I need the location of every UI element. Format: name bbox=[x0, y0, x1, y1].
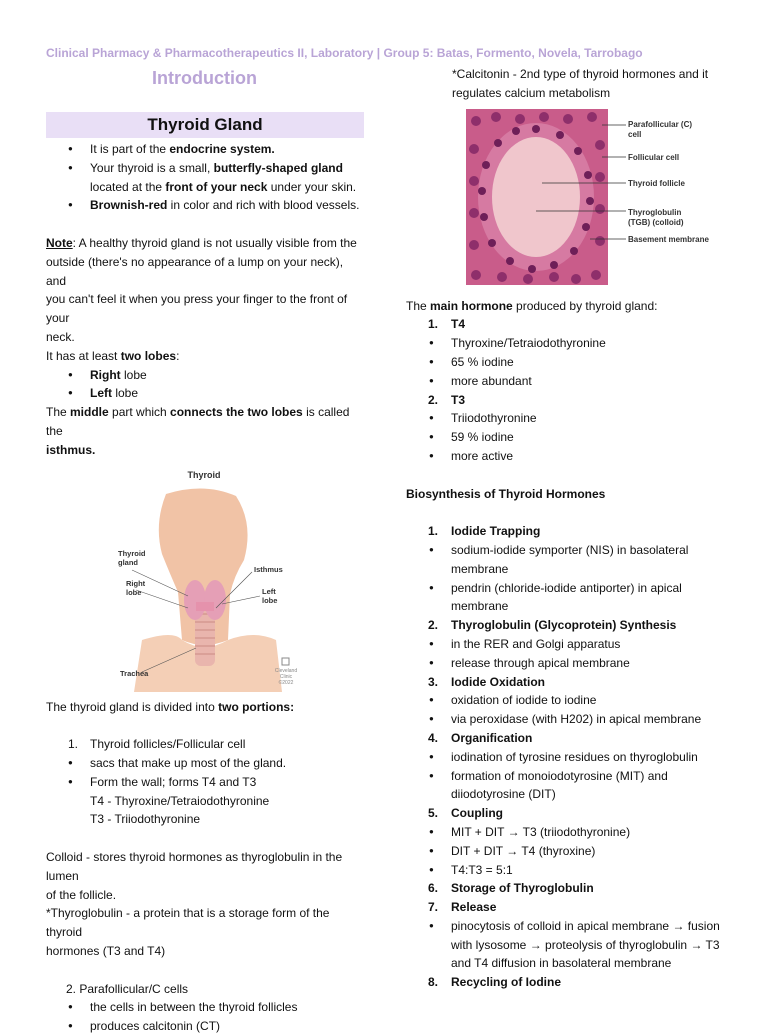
step-3-bullet-1: ● oxidation of iodide to iodine bbox=[406, 691, 736, 710]
lobes-line: It has at least two lobes: bbox=[46, 348, 180, 363]
follicle-micrograph bbox=[462, 105, 772, 291]
hormone-t4: 1. T4 bbox=[428, 317, 466, 332]
bullet-right-lobe: ● Right lobe bbox=[46, 366, 364, 385]
portion-1-bullet-1: ● sacs that make up most of the gland. bbox=[46, 754, 364, 773]
label-thyroglobulin-2: (TGB) (colloid) bbox=[628, 217, 684, 227]
label-isthmus: Isthmus bbox=[254, 564, 283, 574]
step-2-bullet-1: ● in the RER and Golgi apparatus bbox=[406, 635, 736, 654]
t3-bullet-2: ● 59 % iodine bbox=[406, 428, 736, 447]
biosynthesis-heading: Biosynthesis of Thyroid Hormones bbox=[406, 486, 606, 501]
thyroid-illustration bbox=[104, 464, 304, 692]
main-hormone-line: The main hormone produced by thyroid gland: bbox=[406, 298, 658, 313]
cleveland-clinic-logo bbox=[282, 658, 289, 665]
t3-bullet-1: ● Triiodothyronine bbox=[406, 409, 736, 428]
label-parafollicular-2: cell bbox=[628, 129, 642, 139]
step-4-bullet-2: ● formation of monoiodotyrosine (MIT) and diiodotyrosine (DIT) bbox=[406, 767, 736, 805]
step-5-bullet-3: ● T4:T3 = 5:1 bbox=[406, 861, 736, 880]
label-parafollicular: Parafollicular (C) bbox=[628, 119, 693, 129]
step-6: 6. Storage of Thyroglobulin bbox=[428, 881, 594, 896]
label-thyroglobulin: Thyroglobulin bbox=[628, 207, 682, 217]
credit-2: Clinic bbox=[279, 673, 293, 680]
t4-bullet-1: ● Thyroxine/Tetraiodothyronine bbox=[406, 334, 736, 353]
right-column bbox=[406, 65, 736, 992]
label-basement-membrane: Basement membrane bbox=[628, 234, 709, 244]
label-left-lobe-2: lobe bbox=[262, 595, 278, 605]
t3-bullet-3: ● more active bbox=[406, 447, 736, 466]
step-7-bullet-1: ● pinocytosis of colloid in apical membrane → fusion with lysosome → proteolysis of thyroglobulin → T3 and T4 diffusion in basolateral membrane bbox=[406, 917, 736, 973]
step-4-bullet-1: ● iodination of tyrosine residues on thyroglobulin bbox=[406, 748, 736, 767]
t4-definition: T4 - Thyroxine/Tetraiodothyronine bbox=[90, 793, 270, 808]
credit-3: ©2022 bbox=[278, 679, 294, 686]
thyroid-anatomy-figure bbox=[104, 464, 304, 692]
portions-line: The thyroid gland is divided into two portions: bbox=[46, 699, 295, 714]
label-thyroid-gland-2: gland bbox=[118, 557, 138, 567]
step-1: 1. Iodide Trapping bbox=[428, 524, 541, 539]
label-thyroid-follicle: Thyroid follicle bbox=[628, 178, 685, 188]
label-follicular-cell: Follicular cell bbox=[628, 152, 680, 162]
left-lobe-shape bbox=[204, 580, 226, 620]
colloid-paragraph: Colloid - stores thyroid hormones as thyroglobulin in the lumen of the follicle. bbox=[46, 849, 343, 902]
bullet-butterfly: ● Your thyroid is a small, butterfly-shaped gland located at the front of your neck under your skin. bbox=[46, 159, 364, 197]
thyroglobulin-paragraph: *Thyroglobulin - a protein that is a storage form of the thyroid hormones (T3 and T4) bbox=[46, 906, 330, 958]
t3-definition: T3 - Triiodothyronine bbox=[90, 812, 201, 827]
step-2: 2. Thyroglobulin (Glycoprotein) Synthesis bbox=[428, 618, 677, 633]
label-trachea: Trachea bbox=[120, 668, 149, 678]
step-1-bullet-2: ● pendrin (chloride-iodide antiporter) in apical membrane bbox=[406, 579, 736, 617]
step-8: 8. Recycling of Iodine bbox=[428, 975, 562, 990]
label-thyroid-gland: Thyroid bbox=[118, 548, 146, 558]
step-4: 4. Organification bbox=[428, 730, 533, 745]
colloid-lumen bbox=[492, 137, 580, 257]
right-lobe-shape bbox=[184, 580, 206, 620]
follicle-micrograph-figure bbox=[462, 105, 772, 291]
isthmus-paragraph: The middle part which connects the two lobes is called the isthmus. bbox=[46, 405, 350, 457]
portion-2-bullet-2: ● produces calcitonin (CT) bbox=[46, 1017, 364, 1036]
portion-1-bullet-2: ● Form the wall; forms T4 and T3 bbox=[46, 773, 364, 792]
left-column bbox=[46, 112, 364, 1036]
hormone-t3: 2. T3 bbox=[428, 392, 466, 407]
label-left-lobe: Left bbox=[262, 586, 276, 596]
label-right-lobe-2: lobe bbox=[126, 587, 142, 597]
bullet-color: ● Brownish-red in color and rich with blood vessels. bbox=[46, 196, 364, 215]
portion-2-bullet-1: ● the cells in between the thyroid follicles bbox=[46, 998, 364, 1017]
step-5-bullet-1: ● MIT + DIT → T3 (triiodothyronine) bbox=[406, 823, 736, 842]
step-5: 5. Coupling bbox=[428, 806, 503, 821]
isthmus-shape bbox=[196, 602, 214, 611]
note-paragraph: Note: A healthy thyroid gland is not usually visible from the outside (there's no appearance of a lump on your neck), and you can't feel it when you press your finger to the front of your neck. bbox=[46, 235, 357, 344]
label-right-lobe: Right bbox=[126, 578, 146, 588]
course-header: Clinical Pharmacy & Pharmacotherapeutics II, Laboratory | Group 5: Batas, Formento, Novela, Tarrobago bbox=[46, 46, 643, 60]
step-3: 3. Iodide Oxidation bbox=[428, 674, 546, 689]
step-7: 7. Release bbox=[428, 900, 497, 915]
t4-bullet-2: ● 65 % iodine bbox=[406, 353, 736, 372]
step-3-bullet-2: ● via peroxidase (with H202) in apical membrane bbox=[406, 710, 736, 729]
credit-1: Cleveland bbox=[274, 667, 298, 674]
t4-bullet-3: ● more abundant bbox=[406, 372, 736, 391]
bullet-left-lobe: ● Left lobe bbox=[46, 384, 364, 403]
step-5-bullet-2: ● DIT + DIT → T4 (thyroxine) bbox=[406, 842, 736, 861]
section-title: Introduction bbox=[152, 68, 257, 88]
calcitonin-note: *Calcitonin - 2nd type of thyroid hormones and it regulates calcium metabolism bbox=[452, 67, 709, 100]
step-1-bullet-1: ● sodium-iodide symporter (NIS) in basolateral membrane bbox=[406, 541, 736, 579]
bullet-endocrine: ● It is part of the endocrine system. bbox=[46, 140, 364, 159]
portion-1: 1. Thyroid follicles/Follicular cell bbox=[68, 737, 246, 752]
figure-title: Thyroid bbox=[187, 469, 221, 480]
portion-2: 2. Parafollicular/C cells bbox=[66, 981, 189, 996]
step-2-bullet-2: ● release through apical membrane bbox=[406, 654, 736, 673]
thyroid-gland-heading: Thyroid Gland bbox=[46, 112, 364, 138]
